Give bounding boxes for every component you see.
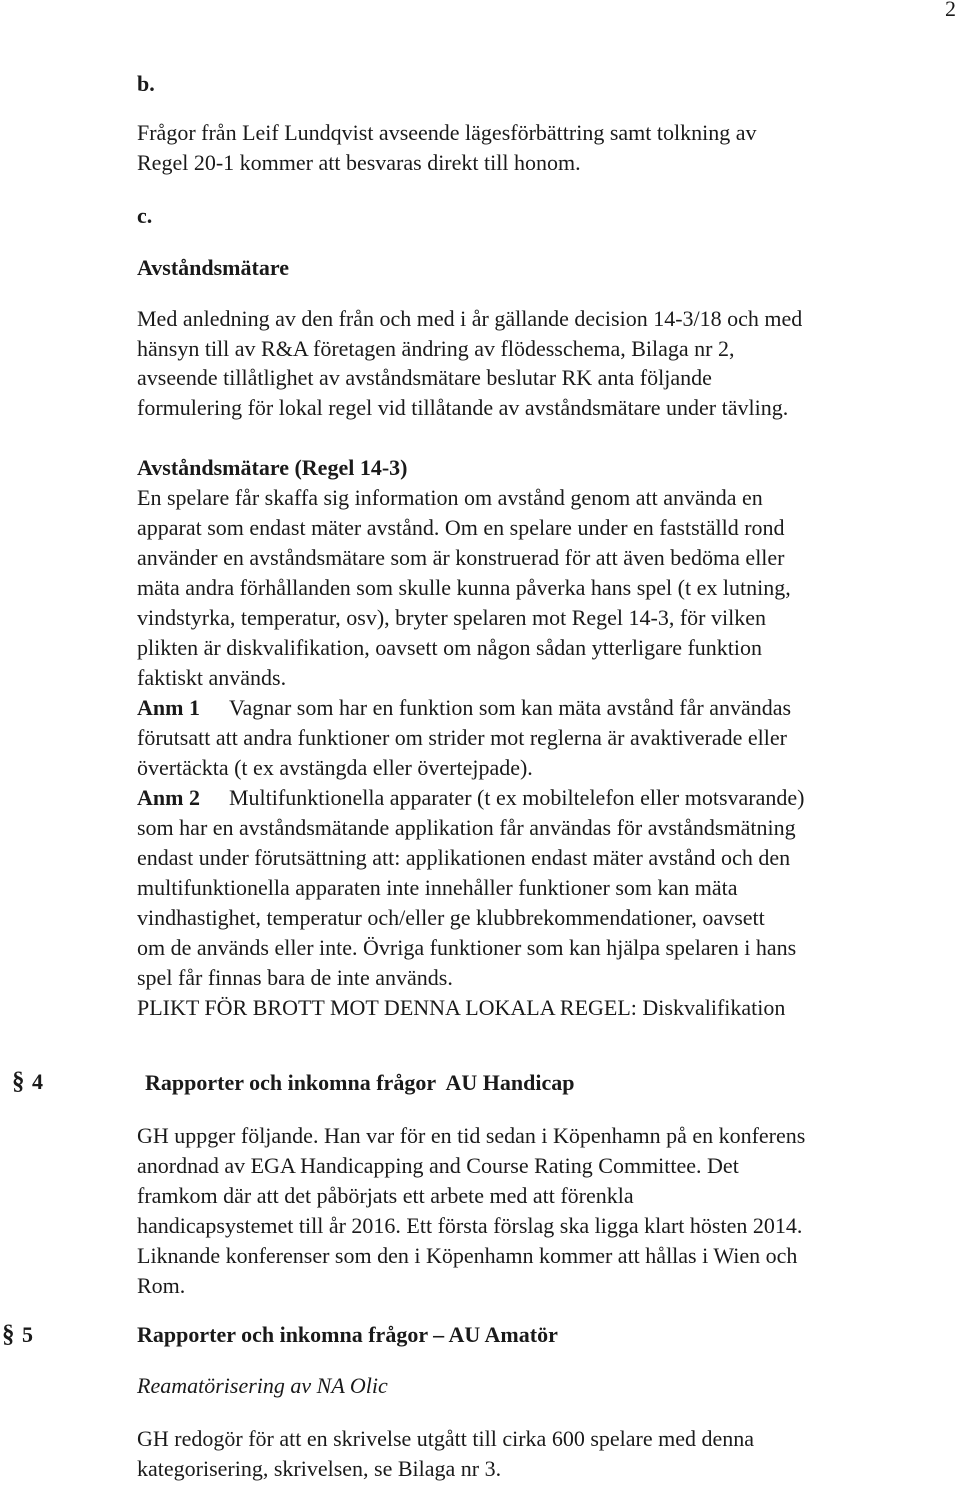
anm1-line	[137, 693, 804, 723]
text-line: GH redogör för att en skrivelse utgått till cirka 600 spelare med denna	[137, 1426, 755, 1451]
item-c-label: c.	[137, 203, 153, 228]
text-line: Regel 20-1 kommer att besvaras direkt till honom.	[137, 149, 581, 175]
text-line: framkom där att det påbörjats ett arbete med att förenkla	[137, 1183, 634, 1208]
section-5-body	[137, 1424, 754, 1484]
section-5-subheading: Reamatörisering av NA Olic	[137, 1373, 388, 1398]
text-line: kategorisering, skrivelsen, se Bilaga nr 3.	[137, 1456, 502, 1481]
text-line: som har en avståndsmätande applikation får användas för avståndsmätning	[137, 815, 796, 840]
text-line: faktiskt används.	[137, 665, 287, 690]
section-symbol: §	[12, 1068, 25, 1095]
item-b-label: b.	[137, 71, 155, 96]
text-line: plikten är diskvalifikation, oavsett om någon sådan ytterligare funktion	[137, 635, 763, 660]
section-4-title: Rapporter och inkomna frågor AU Handicap	[145, 1070, 575, 1095]
section-4-heading	[12, 1068, 43, 1096]
text-line: Frågor från Leif Lundqvist avseende lägesförbättring samt tolkning av	[137, 120, 757, 145]
section-5-heading	[2, 1321, 33, 1349]
section-number: 4	[32, 1069, 43, 1094]
text-line: förutsatt att andra funktioner om strider mot reglerna är avaktiverade eller	[137, 725, 787, 750]
text-line: övertäckta (t ex avstängda eller övertejpade).	[137, 755, 533, 780]
text-line: handicapsystemet till år 2016. Ett första förslag ska ligga klart hösten 2014.	[137, 1213, 803, 1238]
item-c-heading: Avståndsmätare	[137, 255, 289, 280]
local-rule	[137, 453, 804, 1023]
anm2-line	[137, 783, 804, 813]
section-symbol: §	[2, 1321, 15, 1348]
text-line: En spelare får skaffa sig information om avstånd genom att använda en	[137, 485, 763, 510]
text-line: mäta andra förhållanden som skulle kunna påverka hans spel (t ex lutning,	[137, 575, 791, 600]
anm1-label: Anm 1	[137, 695, 200, 720]
text-line: endast under förutsättning att: applikationen endast mäter avstånd och den	[137, 845, 791, 870]
text-line: GH uppger följande. Han var för en tid sedan i Köpenhamn på en konferens	[137, 1123, 806, 1148]
text-line: Rom.	[137, 1273, 186, 1298]
text-line: formulering för lokal regel vid tillåtande av avståndsmätare under tävling.	[137, 394, 789, 420]
text-line: multifunktionella apparaten inte innehåller funktioner som kan mäta	[137, 875, 738, 900]
local-rule-heading: Avståndsmätare (Regel 14-3)	[137, 455, 408, 480]
text-line: om de används eller inte. Övriga funktioner som kan hjälpa spelaren i hans	[137, 935, 797, 960]
penalty-line: PLIKT FÖR BROTT MOT DENNA LOKALA REGEL: Diskvalifikation	[137, 995, 786, 1020]
text-line: hänsyn till av R&A företagen ändring av flödesschema, Bilaga nr 2,	[137, 335, 735, 361]
item-c-intro	[137, 304, 802, 422]
section-4-body	[137, 1121, 805, 1301]
text-line: vindhastighet, temperatur och/eller ge klubbrekommendationer, oavsett	[137, 905, 765, 930]
section-number: 5	[22, 1322, 33, 1347]
text-line: använder en avståndsmätare som är konstruerad för att även bedöma eller	[137, 545, 785, 570]
text-line: vindstyrka, temperatur, osv), bryter spelaren mot Regel 14-3, för vilken	[137, 605, 766, 630]
text-line: avseende tillåtlighet av avståndsmätare beslutar RK anta följande	[137, 365, 712, 391]
text-line: spel får finnas bara de inte används.	[137, 965, 453, 990]
text-line: Med anledning av den från och med i år gällande decision 14-3/18 och med	[137, 306, 803, 331]
anm1-first: Vagnar som har en funktion som kan mäta avstånd får användas	[229, 695, 792, 720]
text-line: apparat som endast mäter avstånd. Om en spelare under en fastställd rond	[137, 515, 785, 540]
anm2-first: Multifunktionella apparater (t ex mobiltelefon eller motsvarande)	[229, 785, 805, 810]
page-number: 2	[945, 0, 956, 21]
item-b-text	[137, 118, 757, 177]
section-5-title: Rapporter och inkomna frågor – AU Amatör	[137, 1322, 558, 1347]
text-line: anordnad av EGA Handicapping and Course Rating Committee. Det	[137, 1153, 739, 1178]
anm2-label: Anm 2	[137, 785, 200, 810]
text-line: Liknande konferenser som den i Köpenhamn kommer att hållas i Wien och	[137, 1243, 798, 1268]
